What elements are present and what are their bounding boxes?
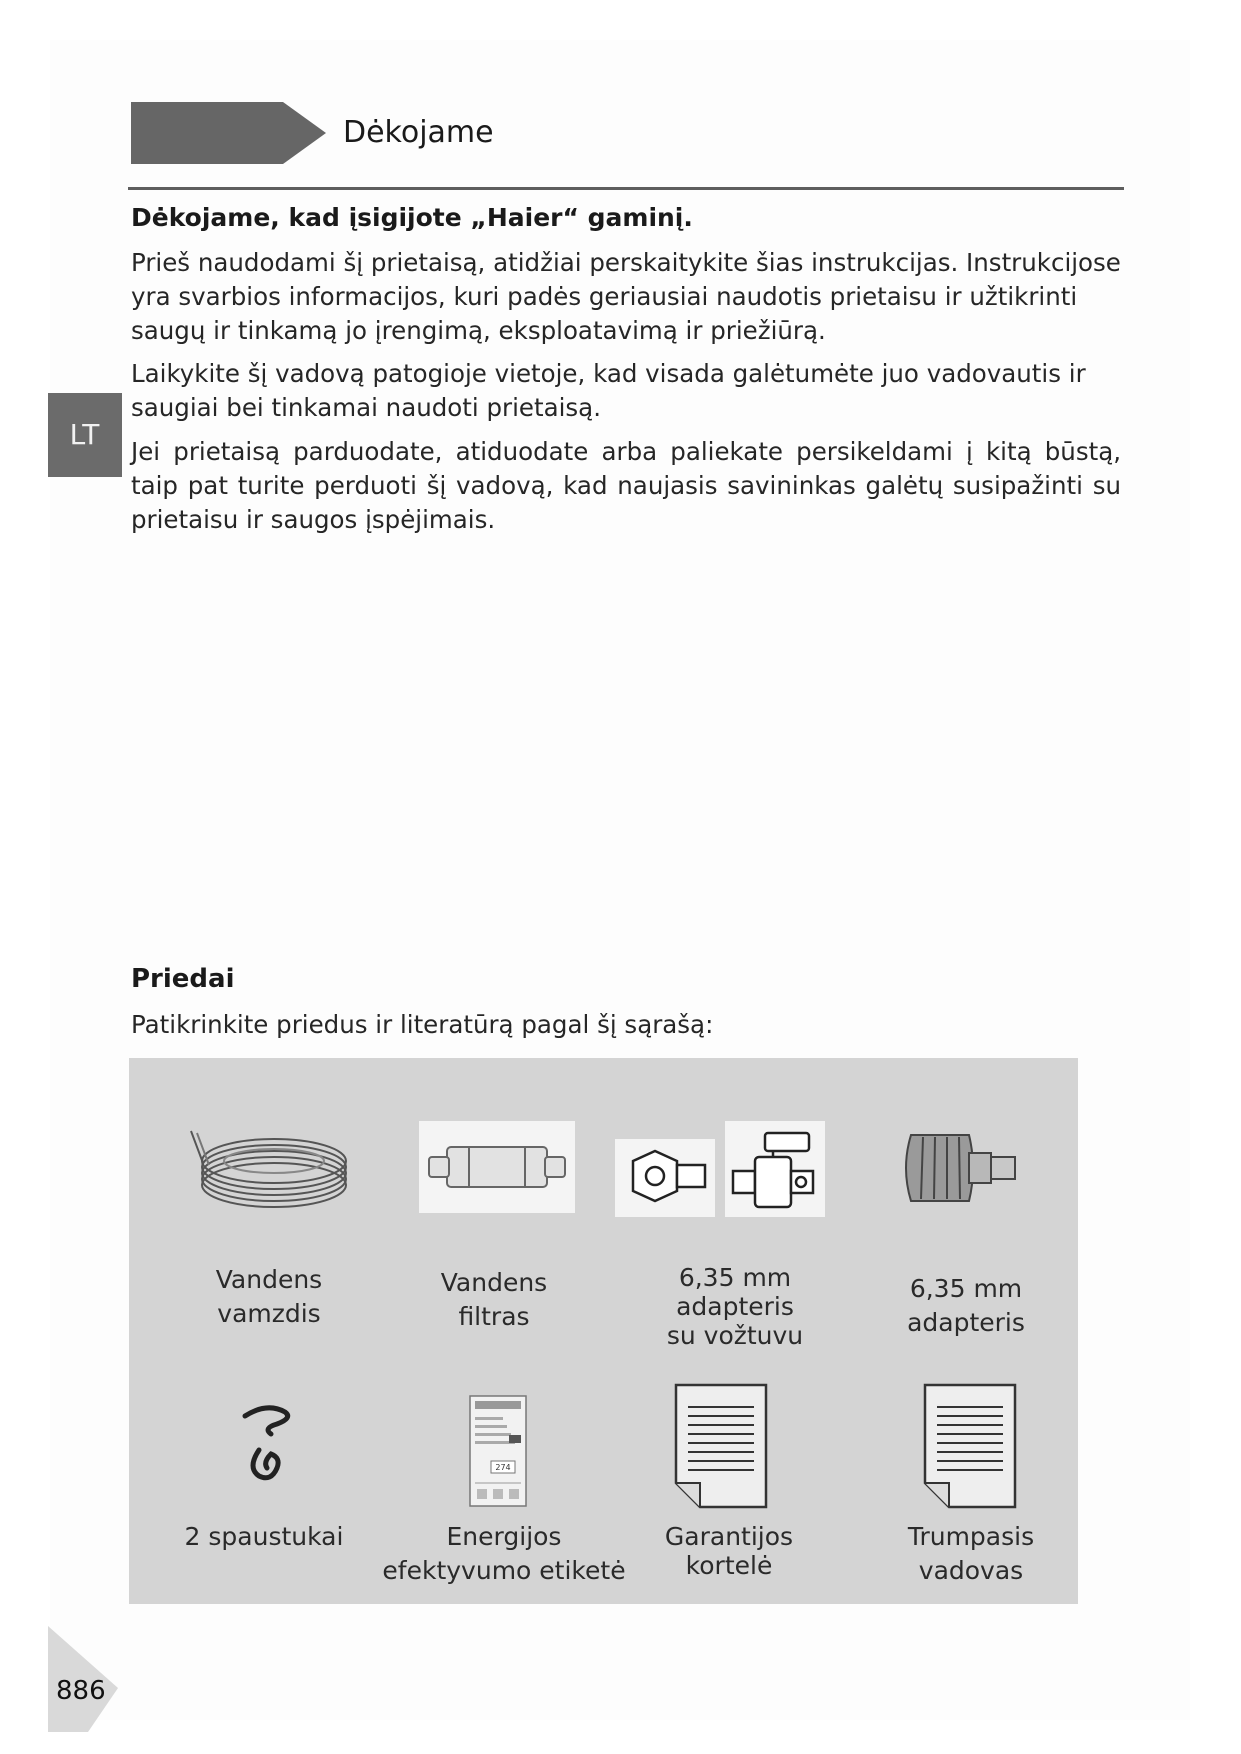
accessories-intro: Patikrinkite priedus ir literatūrą pagal šį sąrašą: bbox=[131, 1010, 714, 1039]
warranty-card-icon bbox=[674, 1383, 770, 1509]
energy-label-icon bbox=[469, 1395, 527, 1507]
header-divider bbox=[128, 187, 1124, 190]
accessory-label: Vandens vamzdis bbox=[215, 1265, 323, 1328]
thanks-paragraph-3: Jei prietaisą parduodate, atiduodate arba paliekate persikeldami į kitą būstą, taip pat turite perduoti šį vadovą, kad naujasis savininkas galėtų susipažinti su prietaisu ir saugos įspėjimais. bbox=[131, 437, 1121, 534]
accessory-label: Garantijos kortelė bbox=[664, 1522, 794, 1580]
quick-guide-icon bbox=[923, 1383, 1019, 1509]
energy-label-class: 274 bbox=[495, 1463, 511, 1472]
clips-icon bbox=[237, 1402, 297, 1486]
accessory-label: 6,35 mm adapteris bbox=[907, 1274, 1025, 1337]
section-title: Dėkojame bbox=[343, 115, 494, 150]
thanks-heading: Dėkojame, kad įsigijote „Haier“ gaminį. bbox=[131, 203, 693, 232]
thanks-paragraph-1: Prieš naudodami šį prietaisą, atidžiai perskaitykite šias instrukcijas. Instrukcijose yra svarbios informacijos, kuri padės geriausiai naudotis prietaisu ir užtikrinti saugų ir tinkamą jo įrengimą, eksploatavimą ir priežiūrą. bbox=[131, 248, 1121, 345]
thanks-paragraph-2: Laikykite šį vadovą patogioje vietoje, kad visada galėtumėte juo vadovautis ir saugiai bei tinkamai naudoti prietaisą. bbox=[131, 359, 1086, 422]
accessories-panel bbox=[129, 1058, 1078, 1604]
accessory-label: Trumpasis vadovas bbox=[907, 1522, 1035, 1585]
accessory-label: Vandens filtras bbox=[440, 1268, 548, 1331]
header-arrow-icon bbox=[131, 102, 326, 164]
accessory-label: Energijos efektyvumo etiketė bbox=[382, 1522, 626, 1585]
page-number: 886 bbox=[56, 1676, 106, 1706]
accessories-heading: Priedai bbox=[131, 964, 235, 994]
adapter-with-valve-icon bbox=[615, 1121, 825, 1217]
accessory-label: 2 spaustukai bbox=[184, 1522, 344, 1551]
adapter-icon bbox=[899, 1123, 1025, 1213]
water-pipe-coil-icon bbox=[189, 1113, 349, 1213]
accessory-label: 6,35 mm adapteris su vožtuvu bbox=[666, 1263, 804, 1350]
language-tab: LT bbox=[48, 393, 122, 477]
water-filter-icon bbox=[419, 1121, 575, 1213]
